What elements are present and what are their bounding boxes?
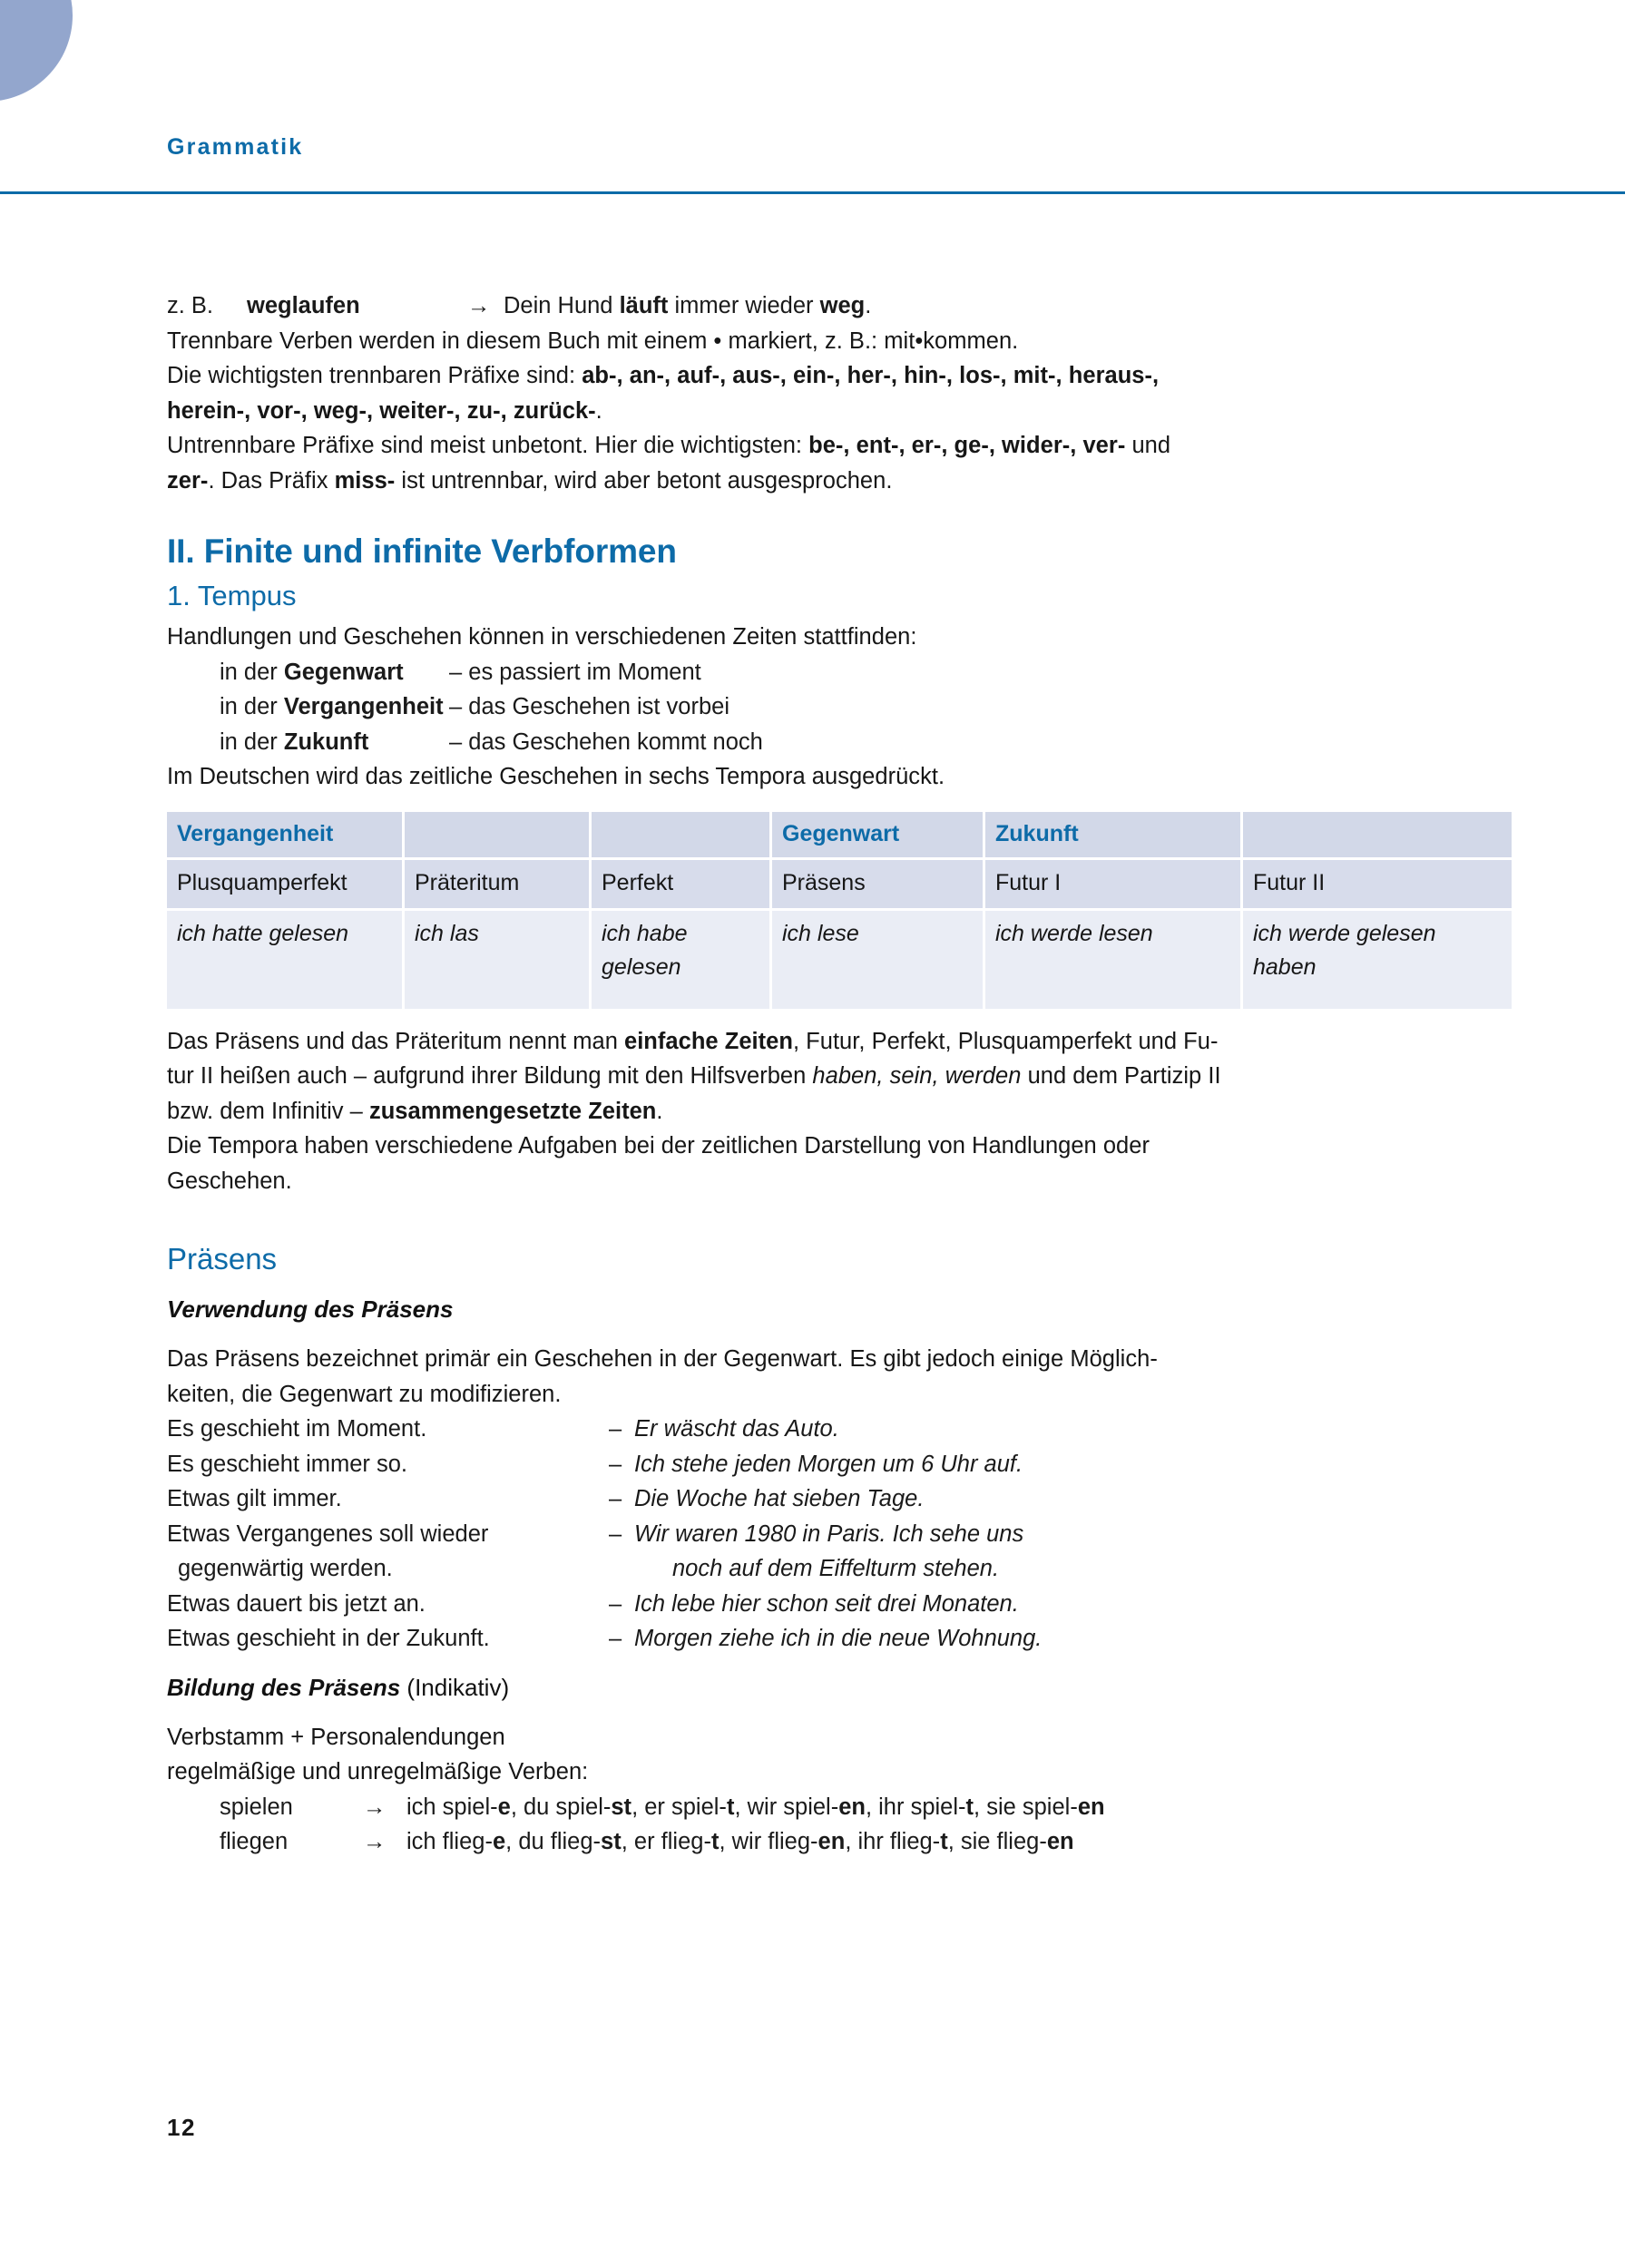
usage-row-left: Es geschieht im Moment. bbox=[167, 1416, 427, 1442]
conjugation-separator: , bbox=[719, 1829, 732, 1854]
untrennbare-praefixe-line2 bbox=[167, 464, 1509, 499]
trennbare-prefixes-2: herein-, vor-, weg-, weiter-, zu-, zurück- bbox=[167, 397, 596, 424]
example-sentence-part3: . bbox=[865, 293, 872, 318]
tempora-form-cell: ich werde lesen bbox=[985, 911, 1240, 1009]
conjugation-ending: en bbox=[817, 1829, 846, 1854]
example-label: z. B. bbox=[167, 293, 214, 318]
formation-heading-qualifier: (Indikativ) bbox=[400, 1673, 510, 1701]
conjugation-pronoun: wir spiel- bbox=[747, 1794, 839, 1820]
dash-icon: – bbox=[609, 1590, 622, 1617]
time-row-prefix: in der bbox=[220, 659, 284, 685]
conjugation-separator: , bbox=[510, 1794, 524, 1820]
example-weglaufen-row bbox=[167, 288, 1509, 324]
usage-paragraph-line-2: keiten, die Gegenwart zu modifizieren. bbox=[167, 1381, 562, 1407]
conjugation-pronoun: ihr flieg- bbox=[857, 1829, 941, 1854]
time-row bbox=[167, 725, 1509, 760]
section-title: II. Finite und infinite Verbformen bbox=[167, 533, 677, 570]
usage-row-right bbox=[609, 1517, 1509, 1587]
untrennbare-praefixe-line1 bbox=[167, 428, 1509, 464]
time-row-keyword: Zukunft bbox=[283, 728, 369, 755]
conjugation-separator: , bbox=[621, 1829, 634, 1854]
usage-heading: Verwendung des Präsens bbox=[167, 1295, 454, 1323]
conjugation-ending: e bbox=[492, 1829, 506, 1854]
usage-row-left-continuation: gegenwärtig werden. bbox=[178, 1556, 393, 1581]
trennbare-praefixe-line1 bbox=[167, 358, 1509, 394]
usage-row-example-text: Wir waren 1980 in Paris. Ich sehe uns bbox=[634, 1520, 1024, 1547]
usage-row bbox=[167, 1412, 1509, 1447]
conjugation-ending: e bbox=[497, 1794, 511, 1820]
conjugation-verb: fliegen bbox=[220, 1829, 289, 1854]
conjugation-ending: t bbox=[965, 1794, 974, 1820]
untrennbare-prefix-zer: zer- bbox=[167, 467, 209, 494]
after-table-text-d: und dem Partizip II bbox=[1021, 1063, 1221, 1089]
usage-row-right bbox=[609, 1412, 1509, 1447]
usage-row bbox=[167, 1587, 1509, 1622]
after-table-text-f: . bbox=[656, 1098, 663, 1124]
untrennbare-prefix-miss: miss- bbox=[334, 467, 396, 494]
time-row bbox=[167, 689, 1509, 725]
conjugation-separator: , bbox=[947, 1829, 961, 1854]
conjugation-ending: st bbox=[611, 1794, 632, 1820]
conjugation-ending: t bbox=[710, 1829, 720, 1854]
after-table-line-5: Geschehen. bbox=[167, 1168, 292, 1194]
arrow-icon: → bbox=[363, 1794, 387, 1820]
term-zusammengesetzte-zeiten: zusammengesetzte Zeiten bbox=[368, 1098, 657, 1124]
subsection-title-tempus: 1. Tempus bbox=[167, 580, 297, 611]
arrow-icon: → bbox=[467, 293, 491, 318]
miss-sentence-a: . Das Präfix bbox=[208, 467, 335, 494]
untrennbare-tail: und bbox=[1125, 433, 1171, 458]
tempora-form-cell: ich hatte gelesen bbox=[167, 911, 402, 1009]
conjugation-pronoun: ich flieg- bbox=[406, 1829, 493, 1854]
example-sentence-part2: immer wieder bbox=[668, 293, 820, 318]
tempora-name-row bbox=[167, 860, 1512, 908]
conjugation-pronoun: wir flieg- bbox=[731, 1829, 818, 1854]
tempora-name-cell: Präteritum bbox=[405, 860, 589, 908]
conjugation-verb: spielen bbox=[220, 1794, 293, 1820]
usage-row-example: Morgen ziehe ich in die neue Wohnung. bbox=[634, 1626, 1043, 1651]
tempora-form-cell: ich werde gelesen haben bbox=[1243, 911, 1512, 1009]
conjugation-ending: en bbox=[1077, 1794, 1105, 1820]
tempora-form-cell: ich habe gelesen bbox=[592, 911, 769, 1009]
after-table-text-a: Das Präsens und das Präteritum nennt man bbox=[167, 1028, 624, 1054]
conjugation-ending: en bbox=[1046, 1829, 1074, 1854]
time-row-prefix: in der bbox=[220, 694, 284, 719]
example-sentence-bold2: weg bbox=[819, 293, 866, 318]
formation-heading bbox=[167, 1671, 1509, 1704]
tempora-group-row bbox=[167, 812, 1512, 857]
time-row-keyword: Gegenwart bbox=[283, 659, 404, 685]
after-table-text-c: tur II heißen auch – aufgrund ihrer Bildung mit den Hilfsverben bbox=[167, 1063, 813, 1089]
usage-row bbox=[167, 1621, 1509, 1657]
usage-row-example: Ich lebe hier schon seit drei Monaten. bbox=[634, 1590, 1019, 1617]
usage-row-example-continuation: noch auf dem Eiffelturm stehen. bbox=[672, 1556, 1000, 1581]
dash-icon: – bbox=[609, 1451, 622, 1477]
conjugation-pronoun: du flieg- bbox=[518, 1829, 602, 1854]
conjugation-pronoun: sie spiel- bbox=[986, 1794, 1078, 1820]
usage-row-left: Etwas dauert bis jetzt an. bbox=[167, 1590, 426, 1617]
usage-row-left: Es geschieht immer so. bbox=[167, 1451, 408, 1477]
running-head: Grammatik bbox=[167, 134, 304, 160]
tempora-group-spacer-b bbox=[592, 812, 769, 857]
tempora-group-spacer-c bbox=[1243, 812, 1512, 857]
tempora-name-cell: Perfekt bbox=[592, 860, 769, 908]
usage-row bbox=[167, 1517, 1509, 1587]
conjugation-separator: , bbox=[734, 1794, 748, 1820]
tempora-name-cell: Futur I bbox=[985, 860, 1240, 908]
trennbare-prefixes-1: ab-, an-, auf-, aus-, ein-, her-, hin-, los-, mit-, heraus-, bbox=[582, 363, 1160, 388]
conjugation-pronoun: sie flieg- bbox=[960, 1829, 1047, 1854]
hilfsverben-list: haben, sein, werden bbox=[812, 1063, 1022, 1089]
conjugation-ending: st bbox=[601, 1829, 622, 1854]
formation-heading-main: Bildung des Präsens bbox=[167, 1673, 401, 1701]
dash-icon: – bbox=[609, 1626, 622, 1651]
usage-row bbox=[167, 1447, 1509, 1482]
arrow-icon: → bbox=[363, 1829, 387, 1854]
time-row-description: – das Geschehen ist vorbei bbox=[449, 694, 730, 719]
tempora-name-cell: Präsens bbox=[772, 860, 983, 908]
example-term: weglaufen bbox=[247, 293, 360, 318]
usage-row-right bbox=[609, 1447, 1509, 1482]
tempora-name-cell: Futur II bbox=[1243, 860, 1512, 908]
after-table-text-e: bzw. dem Infinitiv – bbox=[167, 1098, 369, 1124]
markierung-line: Trennbare Verben werden in diesem Buch mit einem • markiert, z. B.: mit•kommen. bbox=[167, 327, 1019, 354]
formation-line-2: regelmäßige und unregelmäßige Verben: bbox=[167, 1759, 589, 1784]
page-number: 12 bbox=[167, 2114, 197, 2141]
untrennbare-prefixes: be-, ent-, er-, ge-, wider-, ver- bbox=[808, 433, 1126, 458]
decorative-corner-circle bbox=[0, 0, 73, 102]
page-content bbox=[167, 288, 1509, 1860]
tempus-intro-line: Handlungen und Geschehen können in verschiedenen Zeiten stattfinden: bbox=[167, 624, 917, 650]
time-row-description: – es passiert im Moment bbox=[449, 659, 701, 685]
conjugation-pronoun: du spiel- bbox=[523, 1794, 612, 1820]
conjugation-separator: , bbox=[631, 1794, 645, 1820]
conjugation-ending: en bbox=[838, 1794, 866, 1820]
usage-row-example: Er wäscht das Auto. bbox=[634, 1416, 839, 1442]
usage-row bbox=[167, 1481, 1509, 1517]
conjugation-ending: t bbox=[940, 1829, 948, 1854]
conjugation-separator: , bbox=[865, 1794, 879, 1820]
tempora-group-gegenwart: Gegenwart bbox=[772, 812, 983, 857]
after-table-line-2 bbox=[167, 1059, 1509, 1094]
time-row-prefix: in der bbox=[220, 728, 284, 755]
after-table-line-4: Die Tempora haben verschiedene Aufgaben bei der zeitlichen Darstellung von Handlungen oder bbox=[167, 1133, 1150, 1158]
usage-row-right bbox=[609, 1621, 1509, 1657]
conjugation-separator: , bbox=[845, 1829, 858, 1854]
trennbare-praefixe-line2 bbox=[167, 394, 1509, 429]
time-row-term bbox=[220, 655, 449, 690]
after-table-line-1 bbox=[167, 1024, 1509, 1060]
tempora-group-zukunft: Zukunft bbox=[985, 812, 1240, 857]
conjugation-separator: , bbox=[974, 1794, 987, 1820]
tempora-intro-line: Im Deutschen wird das zeitliche Geschehen in sechs Tempora ausgedrückt. bbox=[167, 764, 945, 789]
dash-icon: – bbox=[609, 1486, 622, 1511]
conjugation-pronoun: ich spiel- bbox=[406, 1794, 498, 1820]
conjugation-pronoun: er spiel- bbox=[644, 1794, 727, 1820]
after-table-line-3 bbox=[167, 1094, 1509, 1129]
conjugation-forms bbox=[406, 1790, 1509, 1825]
trennbare-lead: Die wichtigsten trennbaren Präfixe sind: bbox=[167, 363, 582, 388]
time-row bbox=[167, 655, 1509, 690]
usage-row-left-text: Etwas Vergangenes soll wieder bbox=[167, 1520, 489, 1547]
usage-row-left bbox=[167, 1517, 609, 1587]
conjugation-forms bbox=[406, 1824, 1509, 1860]
example-sentence bbox=[504, 288, 1509, 324]
tempora-form-cell: ich las bbox=[405, 911, 589, 1009]
usage-row-left: Etwas geschieht in der Zukunft. bbox=[167, 1626, 490, 1651]
usage-row-left: Etwas gilt immer. bbox=[167, 1486, 342, 1511]
usage-row-example bbox=[634, 1517, 1509, 1587]
conjugation-row bbox=[167, 1824, 1509, 1860]
usage-row-right bbox=[609, 1587, 1509, 1622]
trennbare-period: . bbox=[595, 397, 602, 424]
time-row-term bbox=[220, 689, 449, 725]
conjugation-separator: , bbox=[505, 1829, 519, 1854]
tempora-form-row bbox=[167, 911, 1512, 1009]
usage-row-example: Ich stehe jeden Morgen um 6 Uhr auf. bbox=[634, 1451, 1023, 1477]
conjugation-row bbox=[167, 1790, 1509, 1825]
time-row-description: – das Geschehen kommt noch bbox=[449, 728, 763, 755]
usage-row-example: Die Woche hat sieben Tage. bbox=[634, 1486, 925, 1511]
usage-paragraph-line-1: Das Präsens bezeichnet primär ein Geschehen in der Gegenwart. Es gibt jedoch einige Möglich- bbox=[167, 1346, 1158, 1372]
tense-heading-praesens: Präsens bbox=[167, 1242, 278, 1276]
dash-icon: – bbox=[609, 1416, 622, 1442]
tempora-name-cell: Plusquamperfekt bbox=[167, 860, 402, 908]
tempora-group-vergangenheit: Vergangenheit bbox=[167, 812, 402, 857]
miss-sentence-c: ist untrennbar, wird aber betont ausgesprochen. bbox=[395, 467, 893, 494]
tempora-table bbox=[164, 809, 1514, 1012]
conjugation-ending: t bbox=[726, 1794, 735, 1820]
header-rule bbox=[0, 191, 1625, 194]
usage-row-right bbox=[609, 1481, 1509, 1517]
example-sentence-bold1: läuft bbox=[619, 293, 669, 318]
example-sentence-part1: Dein Hund bbox=[504, 293, 620, 318]
formation-line-1: Verbstamm + Personalendungen bbox=[167, 1724, 505, 1750]
conjugation-pronoun: ihr spiel- bbox=[878, 1794, 966, 1820]
tempora-group-spacer-a bbox=[405, 812, 589, 857]
untrennbare-lead: Untrennbare Präfixe sind meist unbetont. Hier die wichtigsten: bbox=[167, 433, 809, 458]
tempora-form-cell: ich lese bbox=[772, 911, 983, 1009]
term-einfache-zeiten: einfache Zeiten bbox=[624, 1028, 793, 1054]
time-row-term bbox=[220, 725, 449, 760]
conjugation-pronoun: er flieg- bbox=[633, 1829, 711, 1854]
dash-icon: – bbox=[609, 1520, 622, 1547]
after-table-text-b: , Futur, Perfekt, Plusquamperfekt und Fu- bbox=[792, 1028, 1219, 1054]
time-row-keyword: Vergangenheit bbox=[283, 694, 444, 719]
